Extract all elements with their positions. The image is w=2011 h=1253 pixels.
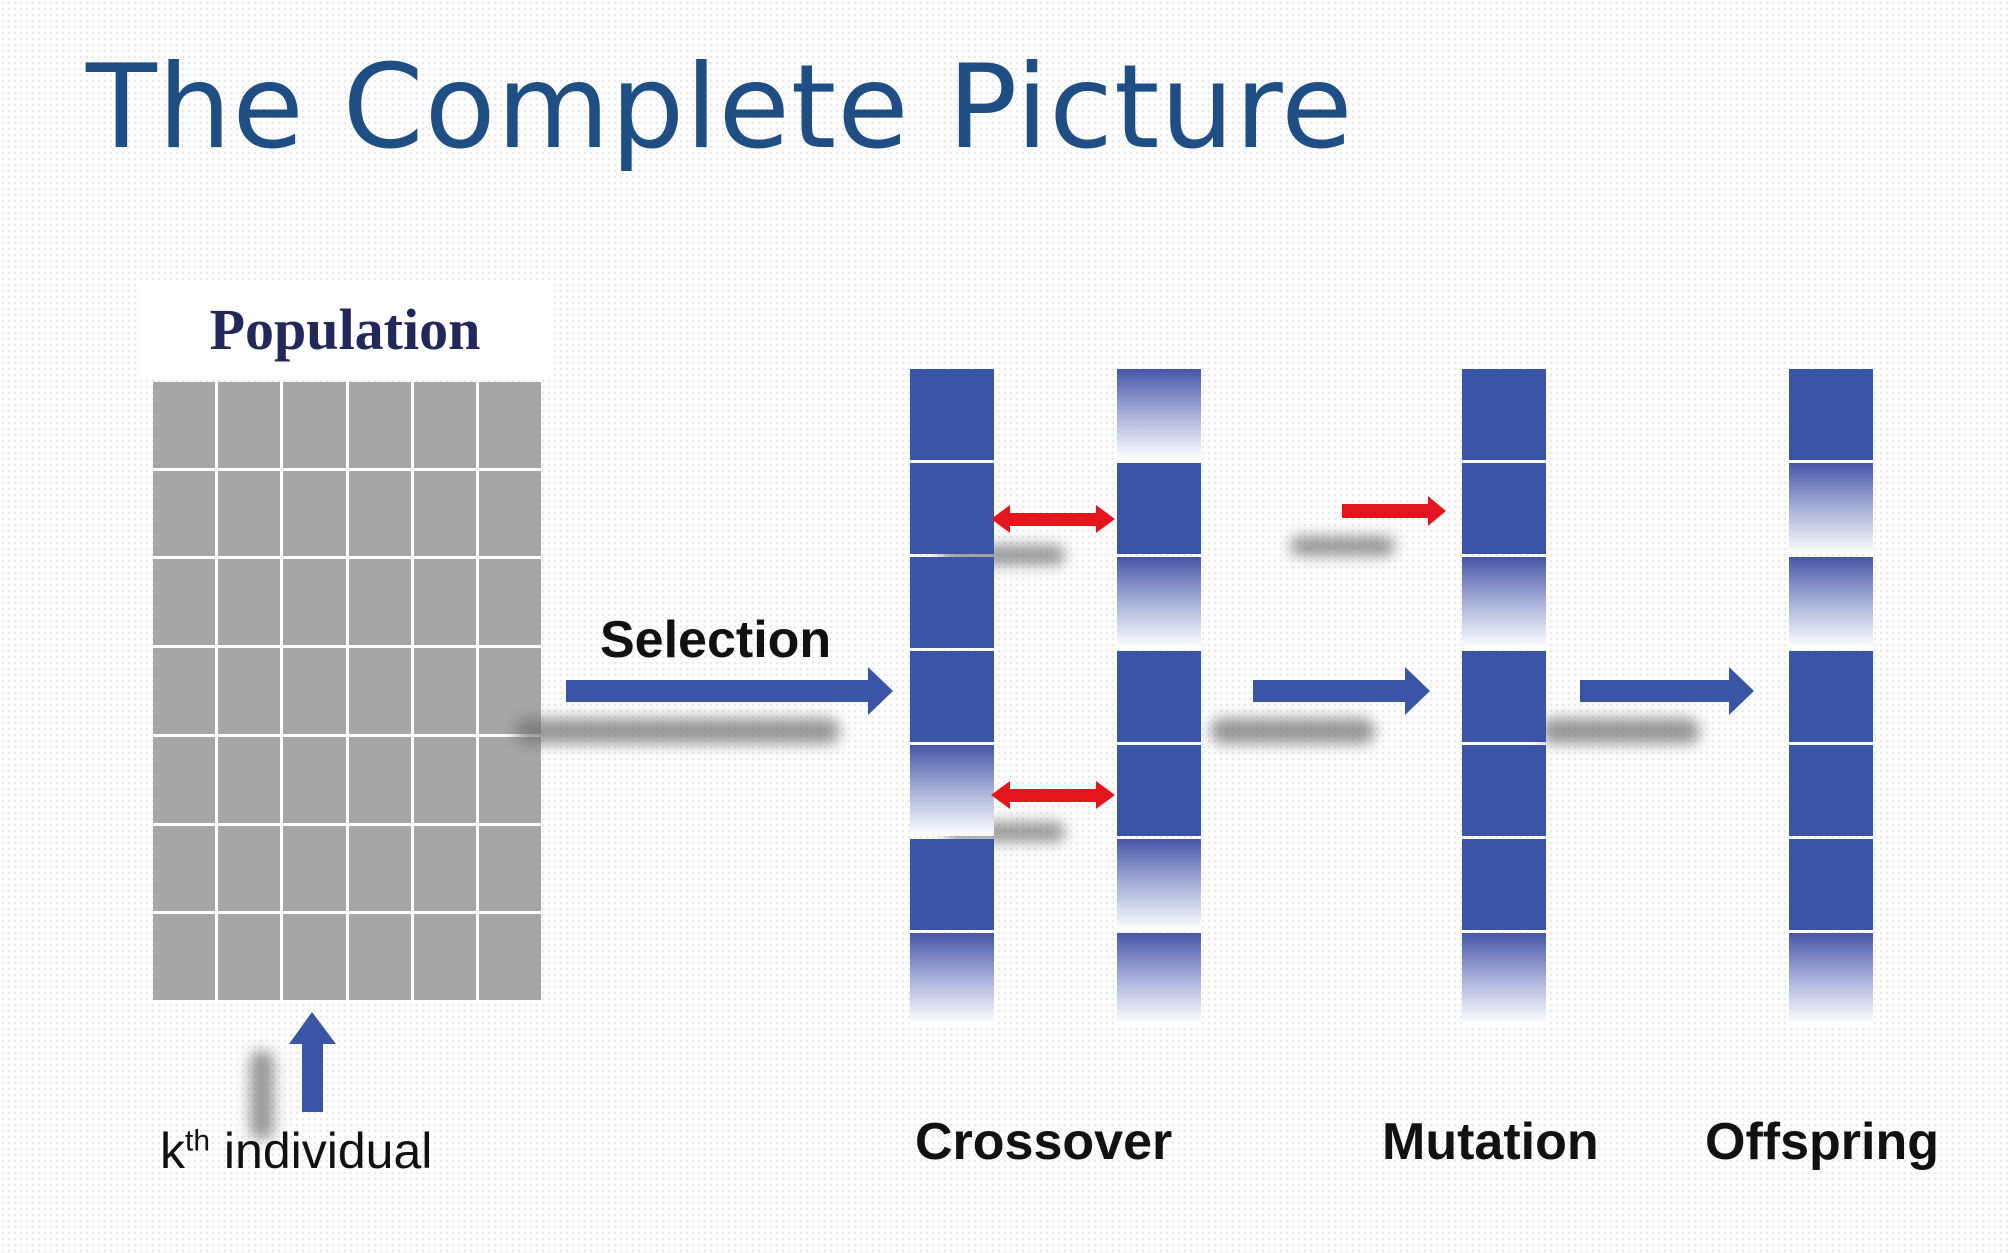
mutation-to-offspring-arrow — [1580, 667, 1754, 715]
kth-individual-arrow — [289, 1012, 336, 1112]
crossover-to-mutation-arrow — [1253, 667, 1430, 715]
mutation-label: Mutation — [1382, 1113, 1599, 1171]
kth-k: k — [160, 1123, 185, 1179]
slide-title: The Complete Picture — [86, 40, 1354, 175]
selection-label: Selection — [600, 611, 832, 669]
kth-superscript: th — [185, 1124, 211, 1158]
mutation-point-arrow — [1342, 496, 1446, 526]
population-label: Population — [209, 297, 481, 362]
crossover-swap-arrow-bottom — [991, 781, 1115, 809]
crossover-label: Crossover — [915, 1113, 1173, 1171]
offspring-label: Offspring — [1705, 1113, 1939, 1171]
kth-individual-label — [160, 1122, 432, 1180]
selection-arrow — [566, 667, 893, 715]
crossover-swap-arrow-top — [991, 505, 1115, 533]
kth-rest: individual — [210, 1123, 433, 1179]
